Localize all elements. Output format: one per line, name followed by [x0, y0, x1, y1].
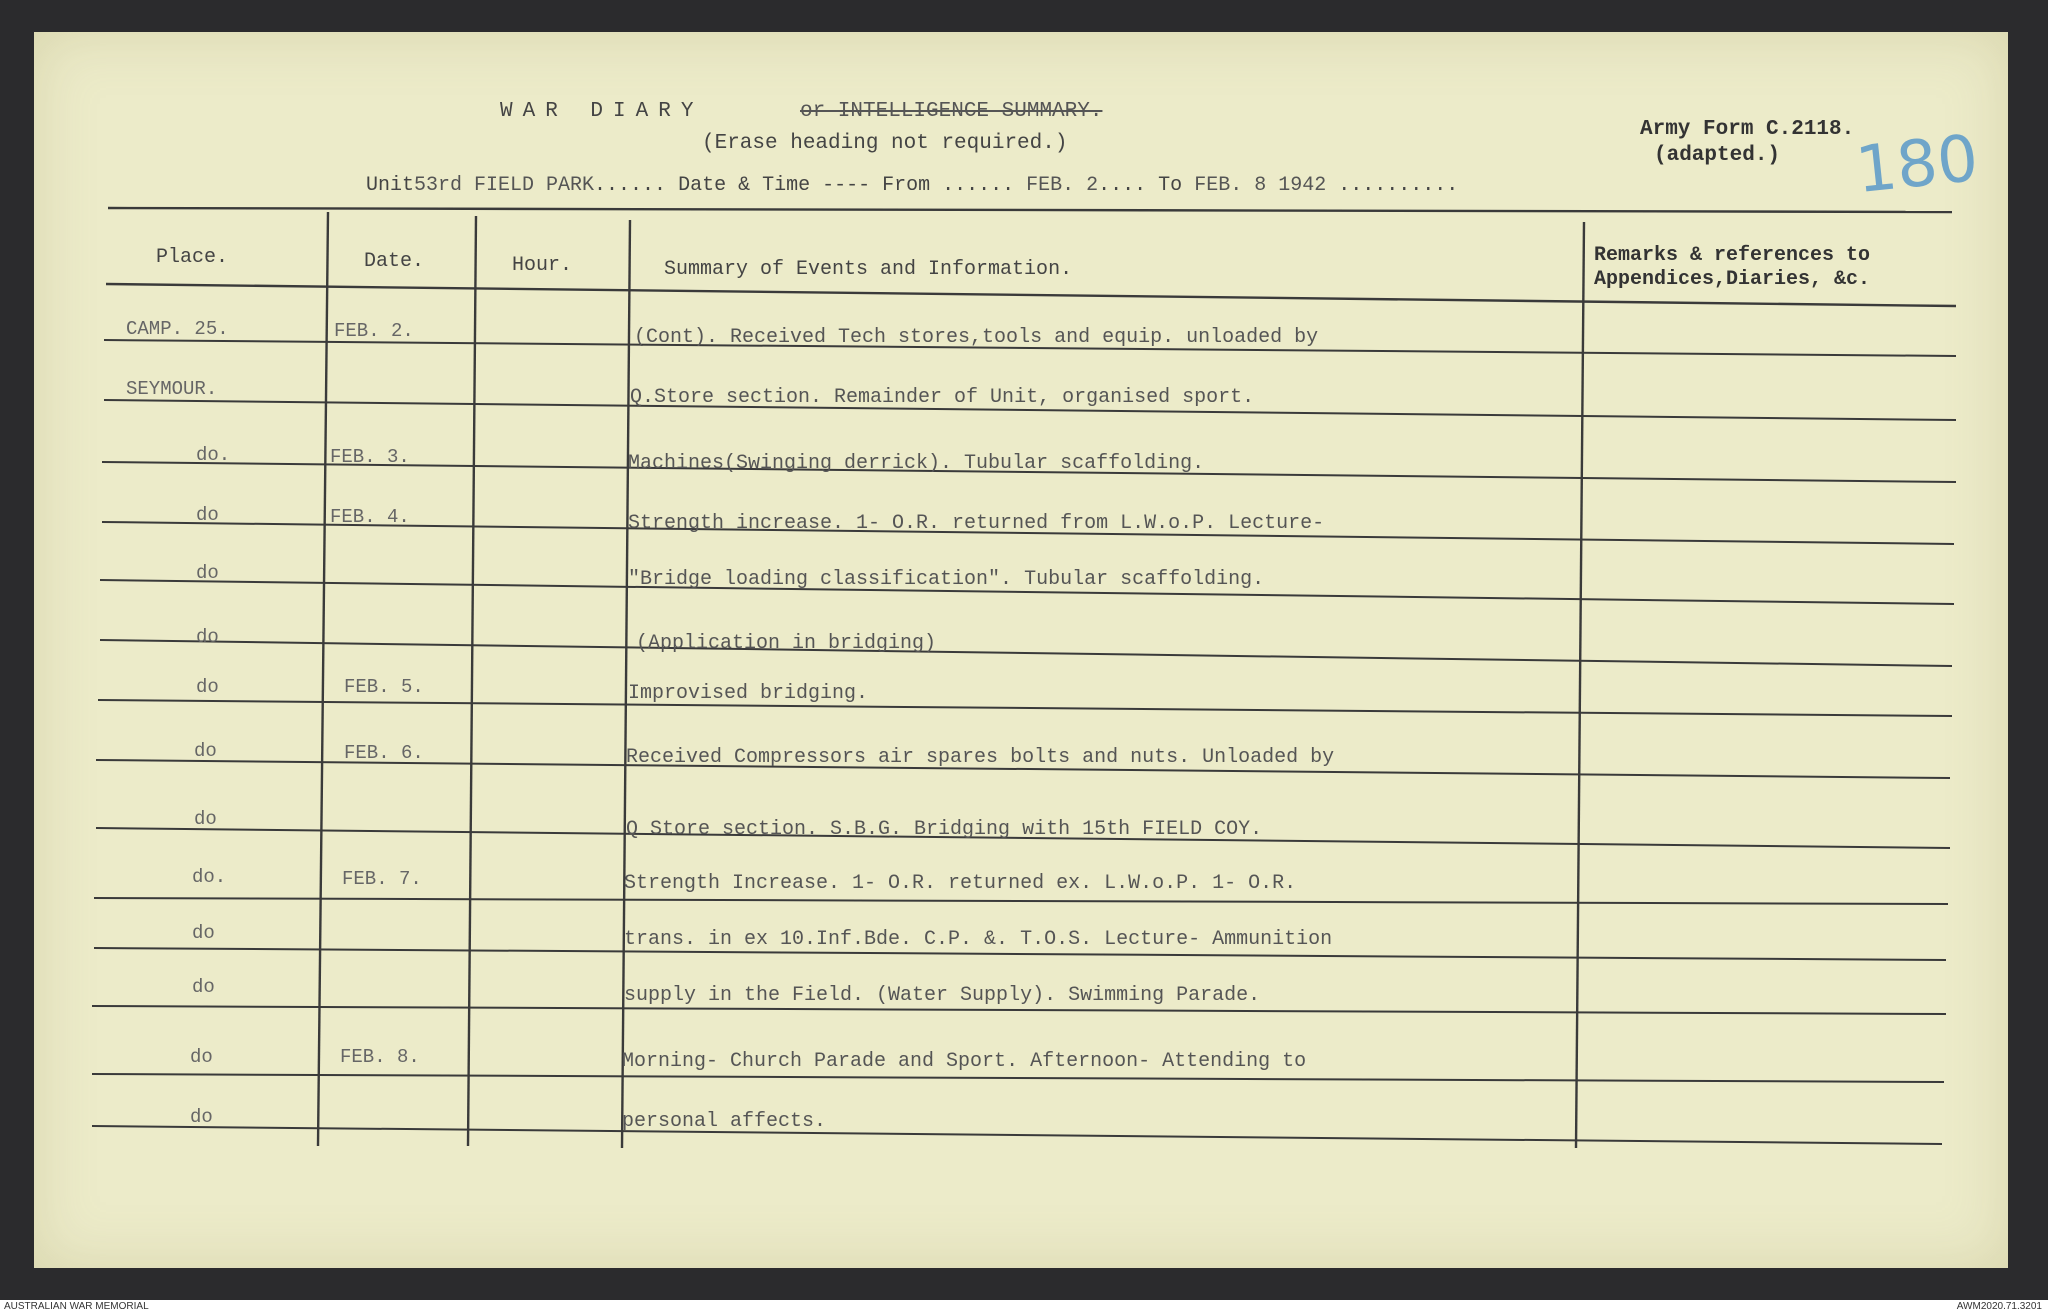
row-summary: Q Store section. S.B.G. Bridging with 15th FIELD COY.	[626, 818, 1263, 841]
row-summary: Q.Store section. Remainder of Unit, organised sport.	[630, 386, 1255, 409]
row-summary: personal affects.	[622, 1110, 827, 1133]
from-value: FEB. 2	[1026, 174, 1099, 197]
row-place: do	[194, 740, 217, 762]
row-place: CAMP. 25.	[126, 318, 229, 340]
row-summary: (Application in bridging)	[636, 632, 937, 655]
row-date: FEB. 7.	[342, 868, 422, 890]
row-place: do	[190, 1046, 213, 1068]
from-label: From	[882, 174, 931, 197]
row-place: SEYMOUR.	[126, 378, 218, 400]
erase-note: (Erase heading not required.)	[702, 132, 1068, 155]
army-form-label: Army Form C.2118.	[1640, 118, 1855, 141]
row-place: do	[192, 922, 215, 944]
column-header-date: Date.	[364, 250, 425, 273]
row-place: do	[196, 626, 219, 648]
row-summary: Improvised bridging.	[628, 682, 869, 705]
unit-value: 53rd FIELD PARK	[414, 174, 595, 197]
accession-number: AWM2020.71.3201	[1956, 1301, 2042, 1312]
row-summary: supply in the Field. (Water Supply). Swimming Parade.	[624, 984, 1261, 1007]
row-summary: Machines(Swinging derrick). Tubular scaffolding.	[628, 452, 1205, 475]
row-date: FEB. 4.	[330, 506, 410, 528]
war-diary-title: WAR DIARY	[500, 100, 704, 123]
column-header-hour: Hour.	[512, 254, 573, 277]
column-header-remarks: Remarks & references to	[1594, 244, 1871, 267]
archive-credit: AUSTRALIAN WAR MEMORIAL	[4, 1301, 149, 1312]
row-place: do	[190, 1106, 213, 1128]
row-summary: trans. in ex 10.Inf.Bde. C.P. &. T.O.S. Lecture- Ammunition	[624, 928, 1333, 951]
row-place: do	[194, 808, 217, 830]
row-place: do.	[196, 444, 231, 466]
row-summary: "Bridge loading classification". Tubular scaffolding.	[628, 568, 1265, 591]
unit-line: Unit53rd FIELD PARK...... Date & Time ---- From ...... FEB. 2.... To FEB. 8 1942 ..........	[366, 174, 1459, 197]
row-place: do	[196, 562, 219, 584]
row-place: do	[196, 504, 219, 526]
struck-heading: or INTELLIGENCE SUMMARY.	[800, 100, 1103, 123]
row-summary: Strength increase. 1- O.R. returned from L.W.o.P. Lecture-	[628, 512, 1325, 535]
to-value: FEB. 8 1942	[1194, 174, 1327, 197]
unit-label: Unit	[366, 174, 415, 197]
row-date: FEB. 2.	[334, 320, 414, 342]
row-place: do.	[192, 866, 227, 888]
row-summary: Strength Increase. 1- O.R. returned ex. L.W.o.P. 1- O.R.	[624, 872, 1297, 895]
row-date: FEB. 5.	[344, 676, 424, 698]
row-place: do	[192, 976, 215, 998]
archive-footer	[0, 1300, 2048, 1314]
row-date: FEB. 8.	[340, 1046, 420, 1068]
row-summary: Received Compressors air spares bolts and nuts. Unloaded by	[626, 746, 1335, 769]
column-header-place: Place.	[156, 246, 229, 269]
row-summary: (Cont). Received Tech stores,tools and equip. unloaded by	[634, 326, 1319, 349]
row-summary: Morning- Church Parade and Sport. Afternoon- Attending to	[622, 1050, 1307, 1073]
column-header-remarks-line2: Appendices,Diaries, &c.	[1594, 268, 1871, 291]
row-date: FEB. 3.	[330, 446, 410, 468]
army-form-note: (adapted.)	[1654, 144, 1781, 167]
row-date: FEB. 6.	[344, 742, 424, 764]
row-place: do	[196, 676, 219, 698]
date-time-label: Date & Time	[678, 174, 811, 197]
to-label: To	[1158, 174, 1183, 197]
folio-number: 180	[1852, 121, 1982, 209]
column-header-summary: Summary of Events and Information.	[664, 258, 1073, 281]
